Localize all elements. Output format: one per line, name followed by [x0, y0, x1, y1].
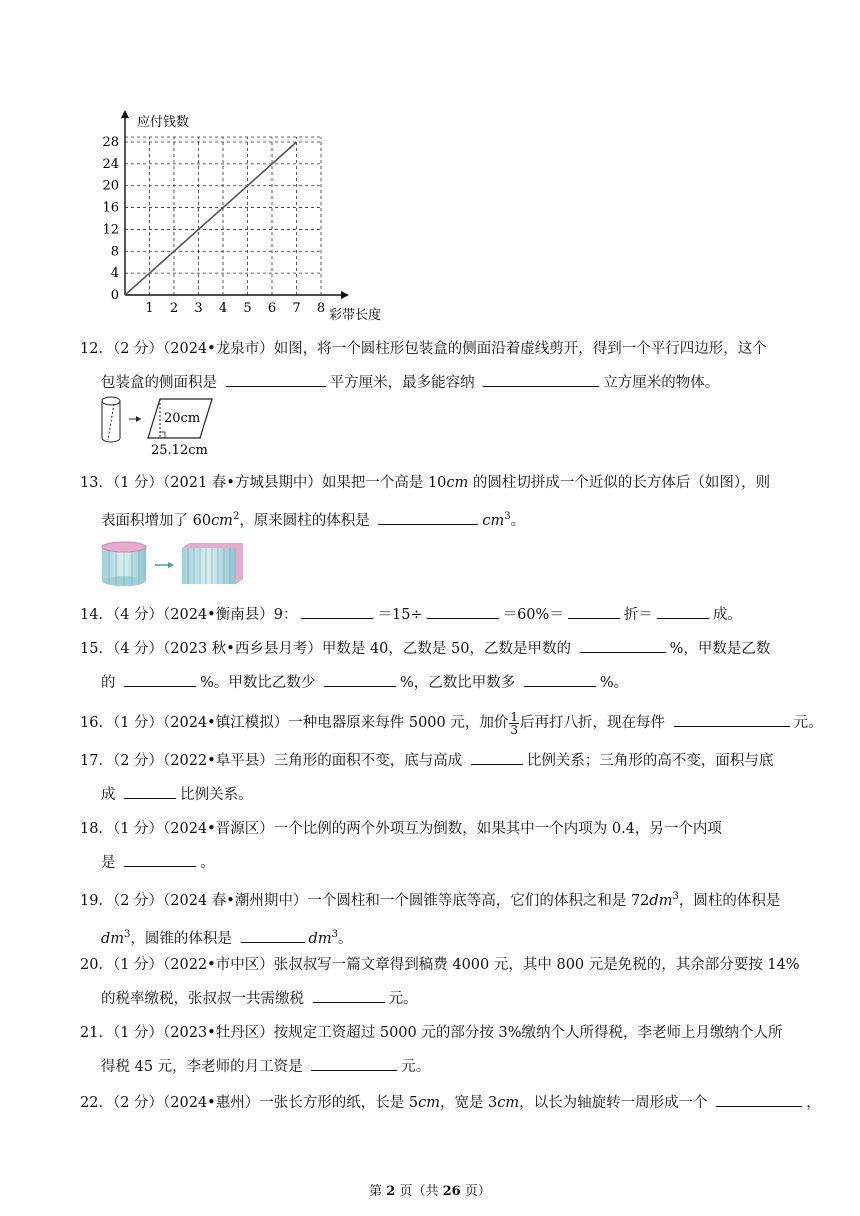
series-line [125, 142, 297, 295]
price-line-chart [100, 108, 400, 330]
q14-blank-3[interactable] [568, 600, 620, 619]
x-tick-label: 5 [243, 301, 252, 316]
fraction-one-third: $\frac{1}{3}$ [510, 709, 518, 737]
q12-blank-area[interactable] [226, 368, 326, 387]
x-tick-label: 8 [316, 301, 326, 316]
q13-line2: 表面积增加了 $60cm^2$，原来圆柱的体积是 $cm^3$。 [80, 500, 780, 538]
x-tick-label: 4 [218, 301, 228, 316]
y-tick-label: 16 [102, 200, 119, 216]
question-14: 14．（4 分）（2024•衡南县）9： ＝15÷ ＝60%＝ 折＝ 成。 [80, 598, 780, 632]
q19-blank[interactable] [241, 924, 305, 943]
question-19: 19．（2 分）（2024 春•潮州期中）一个圆柱和一个圆锥等底等高，它们的体积之和是 $72dm^3$，圆柱的体积是 $dm^3$，圆锥的体积是 $dm^3$。 [80, 891, 781, 947]
q16-blank[interactable] [674, 708, 790, 727]
q15-blank-2[interactable] [124, 668, 196, 687]
question-12 [80, 332, 780, 400]
x-tick-label: 7 [292, 301, 301, 316]
q17-blank-1[interactable] [471, 746, 523, 765]
y-tick-label: 12 [102, 222, 119, 238]
question-15: 15．（4 分）（2023 秋•西乡县月考）甲数是 40，乙数是 50，乙数是甲数的 %，甲数是乙数 的 %。甲数比乙数少 %，乙数比甲数多 %。 [80, 632, 780, 700]
question-18: 18．（1 分）（2024•晋源区）一个比例的两个外项互为倒数，如果其中一个内项为 0.4，另一个内项 是 。 [80, 821, 722, 871]
q12-blank-volume[interactable] [483, 368, 599, 387]
y-axis-arrow [121, 110, 129, 118]
y-tick-label: 0 [110, 288, 119, 303]
question-21: 21．（1 分）（2023•牡丹区）按规定工资超过 5000 元的部分按 3%缴纳个人所得税，李老师上月缴纳个人所 得税 45 元，李老师的月工资是 元。 [80, 1025, 783, 1075]
y-axis-title: 应付钱数 [137, 115, 190, 130]
q21-blank[interactable] [311, 1052, 397, 1071]
question-13 [80, 466, 780, 538]
x-tick-label: 1 [145, 301, 154, 316]
q14-blank-4[interactable] [657, 600, 709, 619]
q14-blank-2[interactable] [427, 600, 499, 619]
cylinder-to-cuboid-figure [100, 541, 245, 589]
question-16: 16．（1 分）（2024•镇江模拟）一种电器原来每件 5000 元，加价 $\frac{1}{3}$ 后再打八折，现在每件 元。 [80, 709, 823, 737]
y-tick-label: 24 [102, 156, 119, 172]
cylinder-unroll-figure [100, 395, 240, 457]
x-axis-title: 彩带长度 [329, 308, 382, 323]
q13-blank-volume[interactable] [378, 506, 478, 525]
x-tick-label: 2 [169, 301, 179, 316]
question-22: 22．（2 分）（2024•惠州）一张长方形的纸，长是 5cm，宽是 3cm，以长为轴旋转一周形成一个 ， [80, 1086, 780, 1120]
q22-blank[interactable] [716, 1088, 802, 1107]
fig-height-label: 20cm [164, 411, 201, 426]
x-axis-arrow [341, 291, 349, 299]
y-tick-label: 28 [102, 135, 119, 150]
question-20: 20．（1 分）（2022•市中区）张叔叔写一篇文章得到稿费 4000 元，其中 800 元是免税的，其余部分要按 14% 的税率缴税，张叔叔一共需缴税 元。 [80, 957, 800, 1007]
y-tick-label: 8 [110, 244, 119, 260]
q20-blank[interactable] [313, 984, 385, 1003]
y-tick-label: 4 [110, 266, 119, 282]
q15-blank-3[interactable] [324, 668, 396, 687]
fig-width-label: 25.12cm [151, 443, 208, 457]
page-footer: 第 2 页（共 26 页） [369, 1184, 491, 1199]
x-tick-label: 6 [267, 301, 277, 316]
q18-blank[interactable] [124, 848, 196, 867]
q13-line1: 13．（1 分）（2021 春•方城县期中）如果把一个高是 10cm 的圆柱切拼成一个近似的长方体后（如图），则 [80, 475, 771, 491]
y-tick-label: 20 [102, 178, 119, 194]
x-tick-label: 3 [194, 301, 203, 316]
question-17: 17．（2 分）（2022•阜平县）三角形的面积不变，底与高成 比例关系；三角形的高不变，面积与底 成 比例关系。 [80, 744, 780, 812]
q12-line1: 12．（2 分）（2024•龙泉市）如图，将一个圆柱形包装盒的侧面沿着虚线剪开，得到一个平行四边形，这个 [80, 341, 767, 357]
q12-line2: 包装盒的侧面积是 平方厘米，最多能容纳 立方厘米的物体。 [80, 366, 780, 400]
q17-blank-2[interactable] [124, 780, 176, 799]
q14-blank-1[interactable] [301, 600, 373, 619]
q15-blank-1[interactable] [580, 634, 666, 653]
q15-blank-4[interactable] [524, 668, 596, 687]
